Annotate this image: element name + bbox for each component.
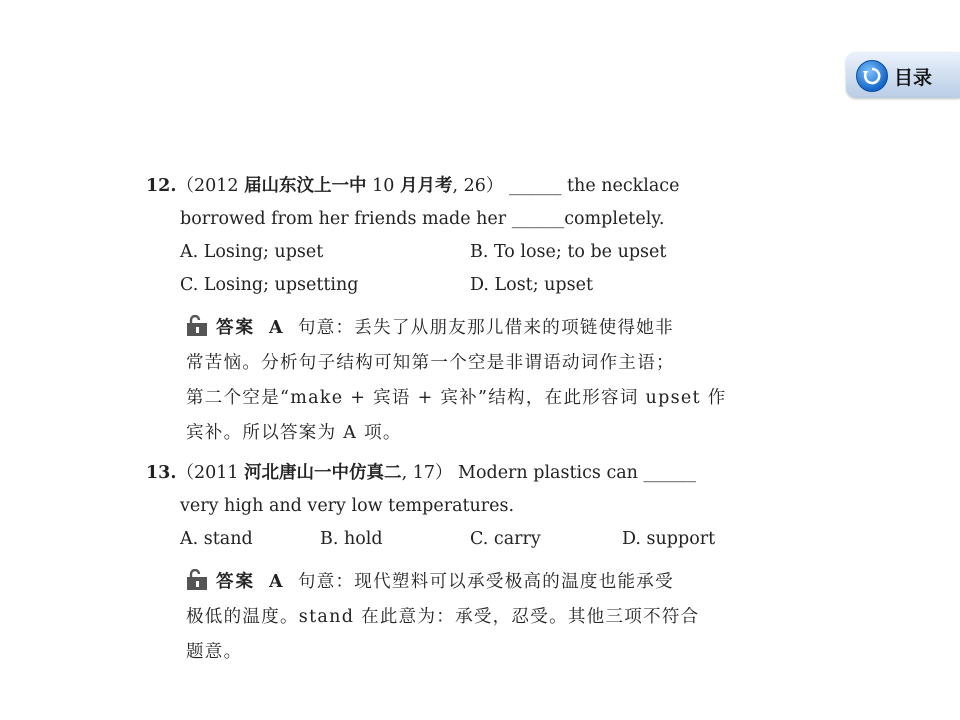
source-end: , 17）: [401, 463, 453, 483]
toc-label: 目录: [894, 67, 933, 89]
explanation-line: 题意。: [186, 642, 243, 662]
question-13-line1: [146, 457, 786, 490]
source-school: 届山东汶上一中: [244, 176, 367, 196]
option-c[interactable]: C. Losing; upsetting: [180, 275, 359, 295]
answer-line: [186, 565, 788, 600]
question-12-line1: [146, 170, 786, 203]
source-open: （2011: [176, 463, 245, 483]
source-month: 10: [366, 176, 400, 196]
stem-start: ______ the necklace: [508, 176, 680, 196]
option-a[interactable]: A. stand: [180, 529, 253, 549]
answer-label: 答案: [216, 572, 255, 592]
explanation-line: 句意：丢失了从朋友那儿借来的项链使得她非: [297, 318, 674, 338]
option-b[interactable]: B. To lose; to be upset: [470, 242, 667, 262]
unlock-icon: [186, 315, 208, 337]
source-exam: 月月考: [399, 176, 453, 196]
question-number: 12.: [146, 176, 177, 196]
option-c[interactable]: C. carry: [470, 529, 541, 549]
source-end: , 26）: [452, 176, 504, 196]
question-13-line2: very high and very low temperatures.: [180, 496, 515, 516]
explanation-line: 常苦恼。分析句子结构可知第一个空是非谓语动词作主语；: [186, 353, 675, 373]
options-row: [146, 269, 786, 302]
answer-line: [186, 311, 788, 346]
source-school: 河北唐山一中仿真二: [244, 463, 402, 483]
explanation-line: 句意：现代塑料可以承受极高的温度也能承受: [297, 572, 674, 592]
explanation-line: 宾补。所以答案为 A 项。: [186, 423, 402, 443]
question-12-line2: borrowed from her friends made her ______completely.: [180, 209, 665, 229]
explanation-line: 极低的温度。stand 在此意为：承受，忍受。其他三项不符合: [186, 607, 700, 627]
explanation-line: 第二个空是“make + 宾语 + 宾补”结构，在此形容词 upset 作: [186, 388, 727, 408]
answer-13: [186, 565, 788, 670]
question-12: [146, 170, 786, 302]
answer-12: [186, 311, 788, 451]
options-row: [146, 236, 786, 269]
answer-letter: A: [269, 318, 284, 338]
option-b[interactable]: B. hold: [320, 529, 383, 549]
option-d[interactable]: D. Lost; upset: [470, 275, 594, 295]
answer-letter: A: [269, 572, 284, 592]
option-a[interactable]: A. Losing; upset: [180, 242, 324, 262]
question-number: 13.: [146, 463, 177, 483]
stem-start: Modern plastics can ______: [458, 463, 697, 483]
source-open: （2012: [176, 176, 245, 196]
answer-label: 答案: [216, 318, 255, 338]
unlock-icon: [186, 569, 208, 591]
toc-button[interactable]: [846, 52, 960, 98]
back-arrow-icon: [856, 60, 888, 92]
options-row: [146, 523, 786, 556]
question-13: [146, 457, 786, 556]
option-d[interactable]: D. support: [622, 529, 716, 549]
